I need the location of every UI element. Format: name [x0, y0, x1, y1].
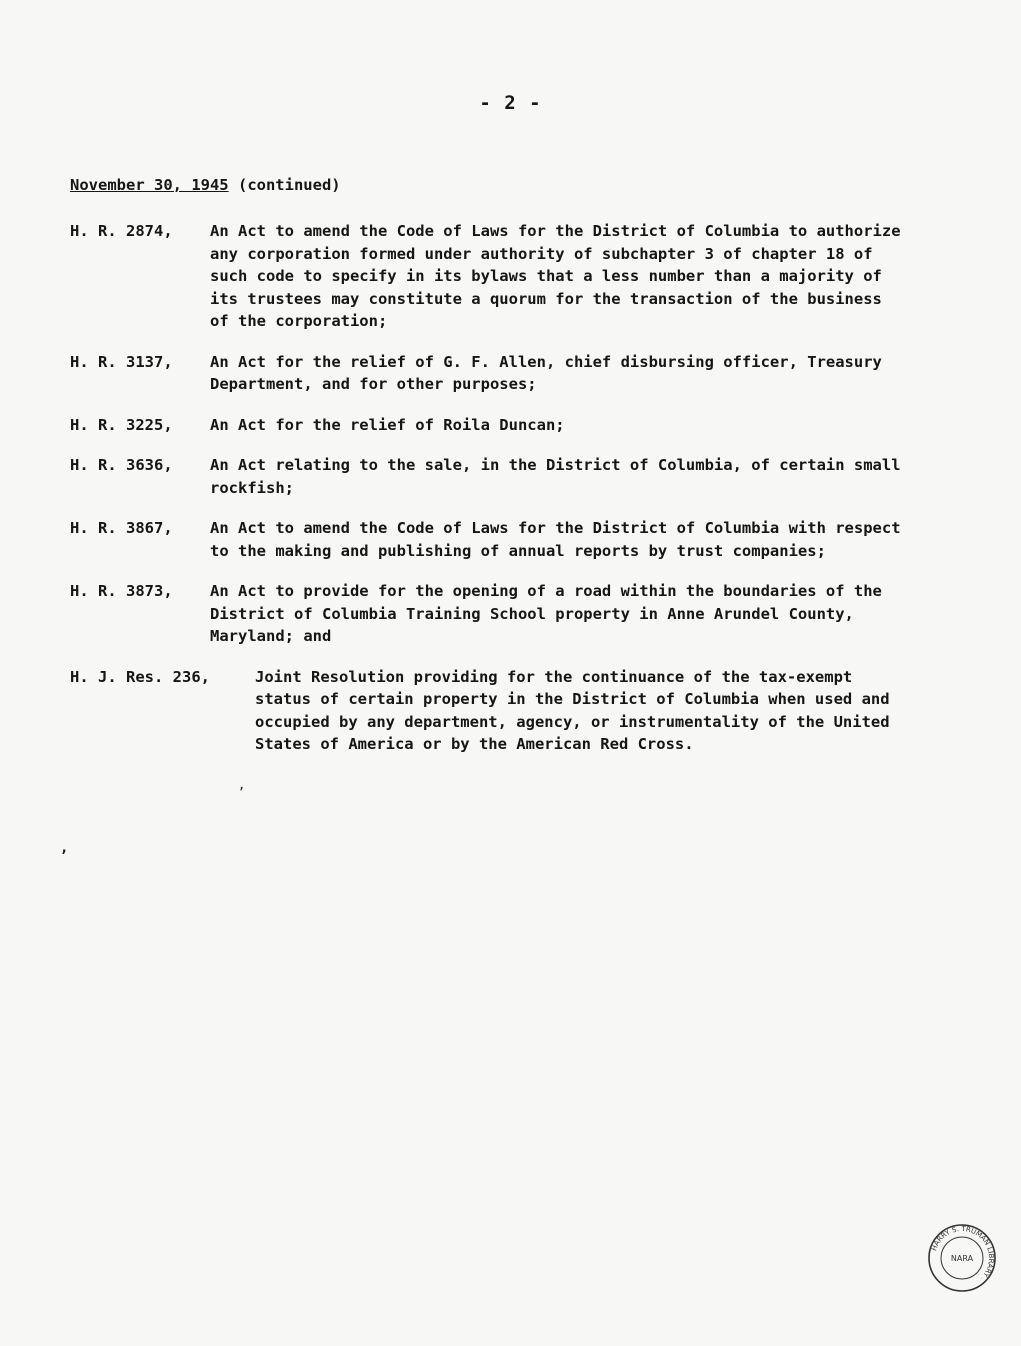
- bill-number: H. R. 3225,: [70, 415, 173, 434]
- bill-entry: [70, 454, 1005, 499]
- bill-description-line: An Act relating to the sale, in the District of Columbia, of certain small: [210, 456, 901, 474]
- bill-description: [210, 351, 1005, 396]
- page-number: - 2 -: [479, 92, 542, 114]
- library-stamp-seal: [926, 1222, 998, 1294]
- bill-list: [70, 220, 1005, 774]
- bill-number: H. R. 3137,: [70, 352, 173, 371]
- bill-description-line: of the corporation;: [210, 312, 388, 330]
- date-heading: [70, 176, 341, 194]
- bill-description-line: An Act for the relief of Roila Duncan;: [210, 415, 565, 434]
- bill-description-line: such code to specify in its bylaws that a less number than a majority of: [210, 267, 882, 285]
- bill-description-line: rockfish;: [210, 478, 294, 497]
- stamp-ring-text: HARRY S. TRUMAN LIBRARY: [930, 1224, 996, 1279]
- bill-number: H. R. 3873,: [70, 582, 173, 600]
- bill-number: H. J. Res. 236,: [70, 667, 210, 686]
- bill-description-line: An Act for the relief of G. F. Allen, chief disbursing officer, Treasury: [210, 352, 882, 371]
- bill-description-line: Joint Resolution providing for the continuance of the tax-exempt: [255, 667, 853, 686]
- date-heading-suffix: (continued): [237, 176, 341, 194]
- stamp-center-text: NARA: [950, 1254, 974, 1263]
- bill-description: [210, 580, 1005, 648]
- bill-description-line: Department, and for other purposes;: [210, 375, 537, 393]
- bill-description: [210, 517, 1005, 562]
- bill-entry: [70, 351, 1005, 396]
- bill-entry: [70, 517, 1005, 562]
- bill-description-line: to the making and publishing of annual reports by trust companies;: [210, 541, 826, 560]
- bill-entry: [70, 220, 1005, 333]
- bill-description-line: Maryland; and: [210, 627, 332, 645]
- bill-description-line: An Act to provide for the opening of a road within the boundaries of the: [210, 582, 882, 600]
- bill-description: [210, 220, 1005, 333]
- stray-pen-mark: ,: [238, 778, 246, 792]
- bill-number: H. R. 3867,: [70, 519, 173, 537]
- bill-entry: [70, 580, 1005, 648]
- bill-description-line: its trustees may constitute a quorum for the transaction of the business: [210, 289, 882, 308]
- bill-description-line: District of Columbia Training School property in Anne Arundel County,: [210, 604, 854, 623]
- bill-number: H. R. 2874,: [70, 222, 173, 240]
- bill-description-line: An Act to amend the Code of Laws for the District of Columbia to authorize: [210, 222, 901, 240]
- bill-description-line: An Act to amend the Code of Laws for the District of Columbia with respect: [210, 519, 901, 537]
- bill-description: [210, 454, 1005, 499]
- bill-description-line: occupied by any department, agency, or instrumentality of the United: [255, 712, 890, 731]
- bill-entry: [70, 414, 1005, 437]
- stray-pen-mark: ,: [60, 840, 69, 856]
- bill-description: [210, 414, 1005, 437]
- bill-number: H. R. 3636,: [70, 456, 173, 474]
- bill-description-line: any corporation formed under authority of subchapter 3 of chapter 18 of: [210, 244, 873, 263]
- bill-description: [255, 666, 1005, 756]
- bill-description-line: status of certain property in the District of Columbia when used and: [255, 690, 890, 708]
- date-heading-date: November 30, 1945: [70, 176, 229, 194]
- joint-resolution-entry: [70, 666, 1005, 756]
- bill-description-line: States of America or by the American Red Cross.: [255, 735, 694, 753]
